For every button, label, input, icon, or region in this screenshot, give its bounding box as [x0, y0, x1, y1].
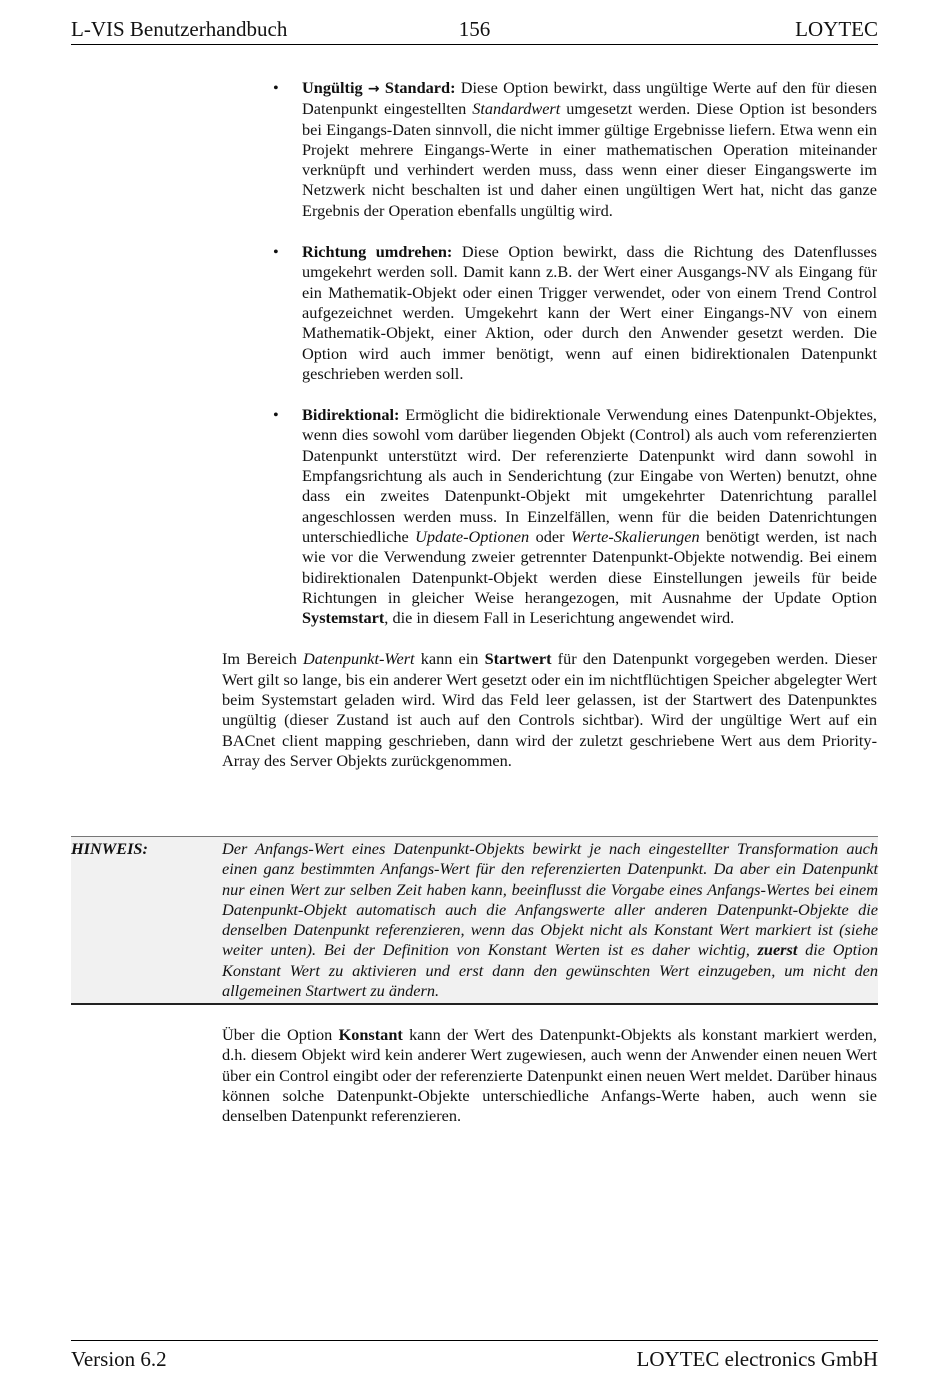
item-bold: Systemstart [302, 608, 385, 628]
main-content [222, 78, 877, 771]
header-company: LOYTEC [795, 17, 878, 41]
item-text: Diese Option bewirkt, dass ungültige Werte auf den für diesen Datenpunkt eingestellten [302, 78, 877, 119]
item-text: Diese Option bewirkt, dass die Richtung des Datenflusses umgekehrt werden soll. Damit kann z.B. der Wert einer Ausgangs-NV als Eingang für ein Mathematik-Objekt oder einen Trigger verwendet, oder von einem Trend Control aufgezeichnet werden. Umgekehrt kann der Wert einer Eingangs-NV von einem Mathematik-Objekt, einer Aktion, oder durch den Anwender gesetzt werden. Die Option wird auch immer benötigt, wenn auf einen bidirektionalen Datenpunkt geschrieben werden soll. [302, 242, 877, 383]
item-emphasis: Werte-Skalierungen [570, 526, 700, 546]
note-text-part: die Option Konstant Wert zu aktivieren und erst dann den gewünschten Wert einzugeben, um nicht den allgemeinen Startwert zu ändern. [222, 940, 878, 1001]
item-text: benötigt werden, ist nach wie vor die Verwendung zweier getrennter Datenpunkt-Objekte notwendig. Bei einem bidirektionalen Datenpunkt-Objekt werden diese Einstellungen jeweils für beide Richtungen in gleicher Weise herangezogen, mit Ausnahme der Update Option [302, 526, 877, 607]
footer-version: Version 6.2 [71, 1347, 167, 1371]
para-bold: Startwert [484, 649, 552, 669]
note-label: HINWEIS: [71, 839, 148, 858]
para-text: für den Datenpunkt vorgegeben werden. Dieser Wert gilt so lange, bis ein anderer Wert gesetzt oder ein im nichtflüchtigen Speicher abgelegter Wert beim Systemstart geladen wird. Wird das Feld leer gelassen, ist der Startwert des Datenpunktes ungültig (dieser Zustand ist auch auf den Controls sichtbar). Wird der ungültige Wert auf ein BACnet client mapping geschrieben, dann wird der zuletzt geschriebene Wert aus dem Priority-Array des Server Objekts zurückgenommen. [222, 649, 878, 770]
para-text: Im Bereich [222, 649, 304, 669]
note-text-part: Der Anfangs-Wert eines Datenpunkt-Objekts bewirkt je nach eingestellter Transformation auch einen ganz bestimmten Anfangs-Wert für den referenzierten Datenpunkt. Da aber ein Datenpunkt nur einen Wert zur selben Zeit haben kann, beeinflusst die Vorgabe eines Anfangs-Wertes bei einem Datenpunkt-Objekt automatisch auch die Anfangswerte aller anderen Datenpunkt-Objekte die denselben Datenpunkt referenzieren, wenn das Objekt nicht als Konstant Wert markiert ist (siehe weiter unten). Bei der Definition von Konstant Werten ist es daher wichtig, [222, 839, 878, 960]
note-bold: zuerst [757, 940, 798, 960]
page-header [71, 14, 878, 45]
paragraph-startwert [222, 649, 877, 771]
header-title: L-VIS Benutzerhandbuch [71, 17, 288, 41]
paragraph-konstant [222, 1025, 877, 1126]
option-list [222, 78, 877, 628]
para-text: kann ein [414, 649, 485, 669]
para-emphasis: Datenpunkt-Wert [303, 649, 415, 669]
item-text: oder [529, 526, 571, 546]
page-number: 156 [458, 17, 491, 41]
bullet-icon: • [273, 78, 279, 97]
list-item-bidirektional [222, 405, 877, 628]
bullet-icon: • [273, 242, 279, 262]
bullet-icon: • [273, 405, 279, 425]
item-emphasis: Standardwert [472, 99, 561, 119]
note-text [222, 839, 878, 1001]
footer-company: LOYTEC electronics GmbH [636, 1347, 878, 1371]
term-bidirektional: Bidirektional: [302, 405, 400, 425]
term-ungueltig: Ungültig [302, 78, 363, 97]
item-emphasis: Update-Optionen [415, 526, 530, 546]
item-text: umgesetzt werden. Diese Option ist besonders bei Eingangs-Daten sinnvoll, die nicht immer gültige Ergebnisse liefern. Etwa wenn ein Projekt mehrere Eingangs-Werte in einer mathematischen Operation miteinander verknüpft und verhindert werden muss, dass wenn einer dieser Eingangswerte im Netzwerk nicht beschalten ist und daher einen ungültigen Wert hat, nicht das ganze Ergebnis der Operation ebenfalls ungültig wird. [302, 99, 878, 220]
para-text: Über die Option [222, 1025, 339, 1044]
para-text: kann der Wert des Datenpunkt-Objekts als konstant markiert werden, d.h. diesem Objekt wird kein anderer Wert zugewiesen, auch wenn der Anwender einen neuen Wert über ein Control eingibt oder der referenzierte Datenpunkt einen neuen Wert meldet. Darüber hinaus können solche Datenpunkt-Objekte unterschiedliche Anfangs-Werte haben, auch wenn sie denselben Datenpunkt referenzieren. [222, 1025, 877, 1126]
para-bold: Konstant [338, 1025, 403, 1044]
list-item-ungueltig-standard [222, 78, 877, 221]
page-footer [71, 1340, 878, 1372]
item-text: , die in diesem Fall in Leserichtung angewendet wird. [384, 608, 735, 628]
list-item-richtung-umdrehen [222, 242, 877, 384]
term-richtung-umdrehen: Richtung umdrehen: [302, 242, 453, 262]
term-standard: Standard: [384, 78, 456, 97]
note-box [71, 836, 878, 1005]
arrow-right-icon: → [367, 81, 380, 97]
item-text: Ermöglicht die bidirektionale Verwendung eines Datenpunkt-Objektes, wenn dies sowohl vom darüber liegenden Objekt (Control) als auch vom referenzierten Datenpunkt unterstützt wird. Der referenzierte Datenpunkt wird dann sowohl in Empfangsrichtung als auch in Senderichtung (zur Eingabe von Werten) benutzt, ohne dass ein zweites Datenpunkt-Objekt mit umgekehrter Datenrichtung parallel angeschlossen werden muss. In Einzelfällen, wenn für die beiden Datenrichtungen unterschiedliche [302, 405, 877, 546]
